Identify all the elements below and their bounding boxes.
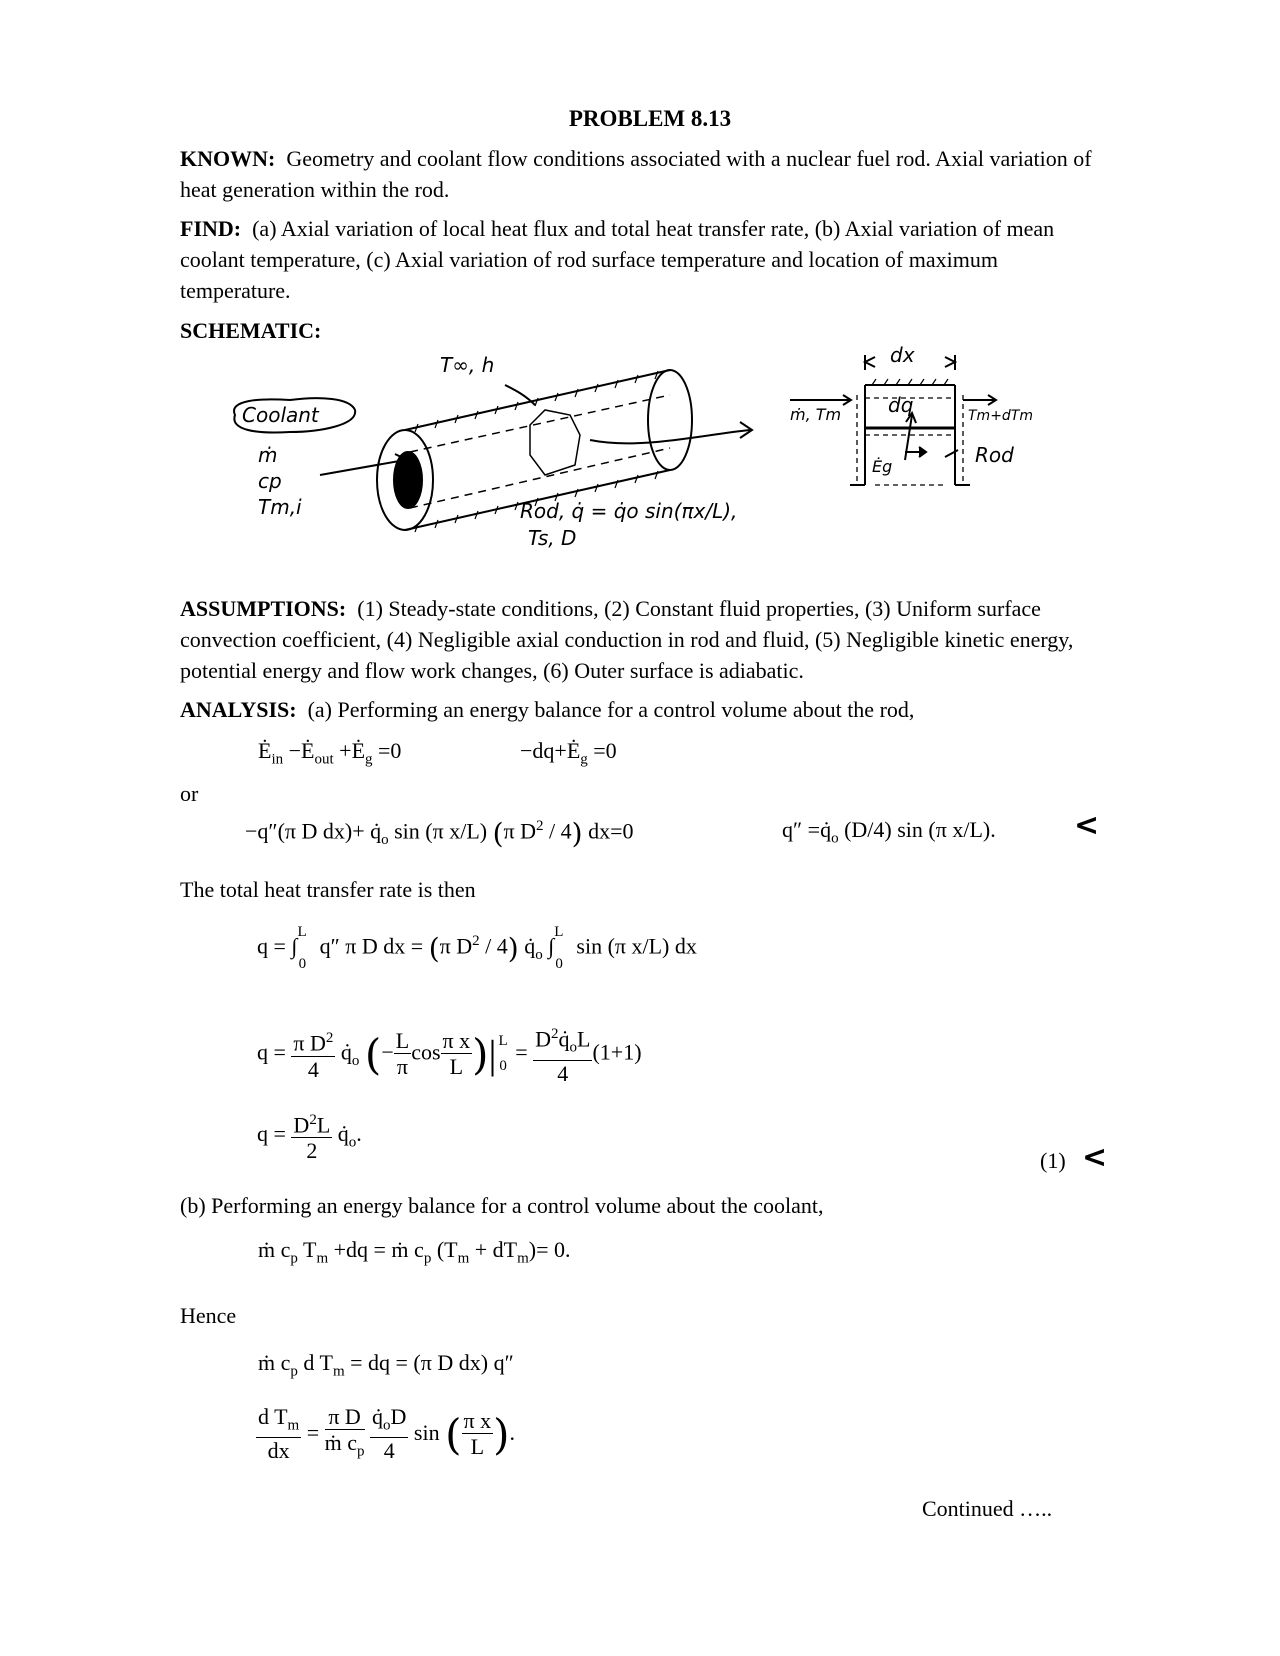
analysis-label: ANALYSIS: — [180, 697, 297, 722]
rod-small-label: Rod — [975, 443, 1014, 467]
analysis-paragraph — [180, 694, 1110, 725]
equation-total-rate-result: q = $\frac{D^2L}{2}$ $q̇_o$. — [257, 1108, 362, 1164]
equation-dtm-dx: $\frac{d T_m}{dx}$ = $\frac{\text{π D}}{ṁ c_p}$ $\frac{q̇_oD}{4}$ sin ( $\frac{\text{π x}}{L}$ ). — [258, 1404, 515, 1464]
equation-flux-balance: −q″(π D $dx)+ q̇_o$ sin (π x/L) (π $D^2 / 4$) dx=0 — [245, 817, 634, 850]
equation-energy-balance: $Ė_{in}$ $-Ė_{out}$ $+Ė_g =0$ — [258, 738, 402, 768]
cp-label: cp — [258, 469, 282, 493]
word-hence: Hence — [180, 1303, 237, 1328]
ts-d-label: Ts, D — [528, 526, 577, 550]
total-rate-text: The total heat transfer rate is then — [180, 877, 476, 902]
known-text: Geometry and coolant flow conditions associated with a nuclear fuel rod. Axial variation of heat generation within the rod. — [180, 146, 1092, 202]
dq-label: dq — [888, 393, 914, 417]
assumptions-text: (1) Steady-state conditions, (2) Constant fluid properties, (3) Uniform surface convection coefficient, (4) Negligible axial conduction in rod and fluid, (5) Negligible kinetic energy, potential energy and flow work changes, (6) Outer surface is adiabatic. — [180, 596, 1074, 683]
equation-number-1: (1) — [1040, 1148, 1066, 1173]
equation-coolant-balance: ṁ $c_p$ $T_m +dq$ = ṁ $c_p$ $(T_m + dT_m)= 0$. — [258, 1237, 571, 1267]
dx-label: dx — [890, 343, 915, 367]
find-text: (a) Axial variation of local heat flux and total heat transfer rate, (b) Axial variation of mean coolant temperature, (c) Axial variation of rod surface temperature and location of maximum temperature. — [180, 216, 1055, 303]
assumptions-paragraph — [180, 593, 1110, 686]
equation-dtm: ṁ $c_p$ d $T_m$ = dq = (π D dx) q″ — [258, 1350, 514, 1380]
rod-gen-label: Rod, q̇ = q̇o sin(πx/L), — [520, 499, 738, 523]
known-paragraph — [180, 143, 1110, 205]
eg-label: Ėg — [872, 457, 893, 476]
part-b-text: (b) Performing an energy balance for a control volume about the coolant, — [180, 1193, 824, 1218]
find-paragraph — [180, 213, 1110, 306]
equation-flux-result: $q'' =q̇_o$ (D/4) sin (π x/L). — [782, 817, 996, 847]
check-mark-flux: < — [1074, 808, 1100, 843]
continued-text: Continued ….. — [922, 1496, 1053, 1521]
page-title: PROBLEM 8.13 — [568, 106, 732, 131]
schematic-figure — [200, 340, 1100, 600]
equation-total-rate-evaluated: q = $\frac{\pi D^2}{4}$ $q̇_o$ (− $\frac{L}{\pi}$ cos $\frac{\text{π x}}{L}$ )| L 0 = $\frac{D^2q̇_oL}{4}$ (1+1) — [257, 1022, 642, 1087]
assumptions-label: ASSUMPTIONS: — [180, 596, 347, 621]
check-mark-rate: < — [1082, 1140, 1108, 1175]
word-or: or — [180, 781, 199, 806]
tmi-label: Tm,i — [258, 495, 302, 519]
equation-energy-balance-2: $-dq+Ė_g =0$ — [520, 738, 617, 768]
schematic-label: SCHEMATIC: — [180, 318, 322, 343]
coolant-label: Coolant — [242, 403, 319, 427]
analysis-text: (a) Performing an energy balance for a control volume about the rod, — [307, 697, 915, 722]
equation-total-rate-integral: q = ∫$^L_0$ q″ π D dx = (π $D^2 / 4$) $q̇_o$ ∫$^L_0$ sin (π x/L) dx — [257, 923, 697, 972]
mdot-tm-label: ṁ, Tm — [790, 405, 842, 424]
tinf-h-label: T∞, h — [440, 353, 495, 377]
known-label: KNOWN: — [180, 146, 276, 171]
mdot-label: ṁ — [258, 443, 278, 467]
tm-dtm-label: Tm+dTm — [968, 408, 1033, 424]
find-label: FIND: — [180, 216, 242, 241]
